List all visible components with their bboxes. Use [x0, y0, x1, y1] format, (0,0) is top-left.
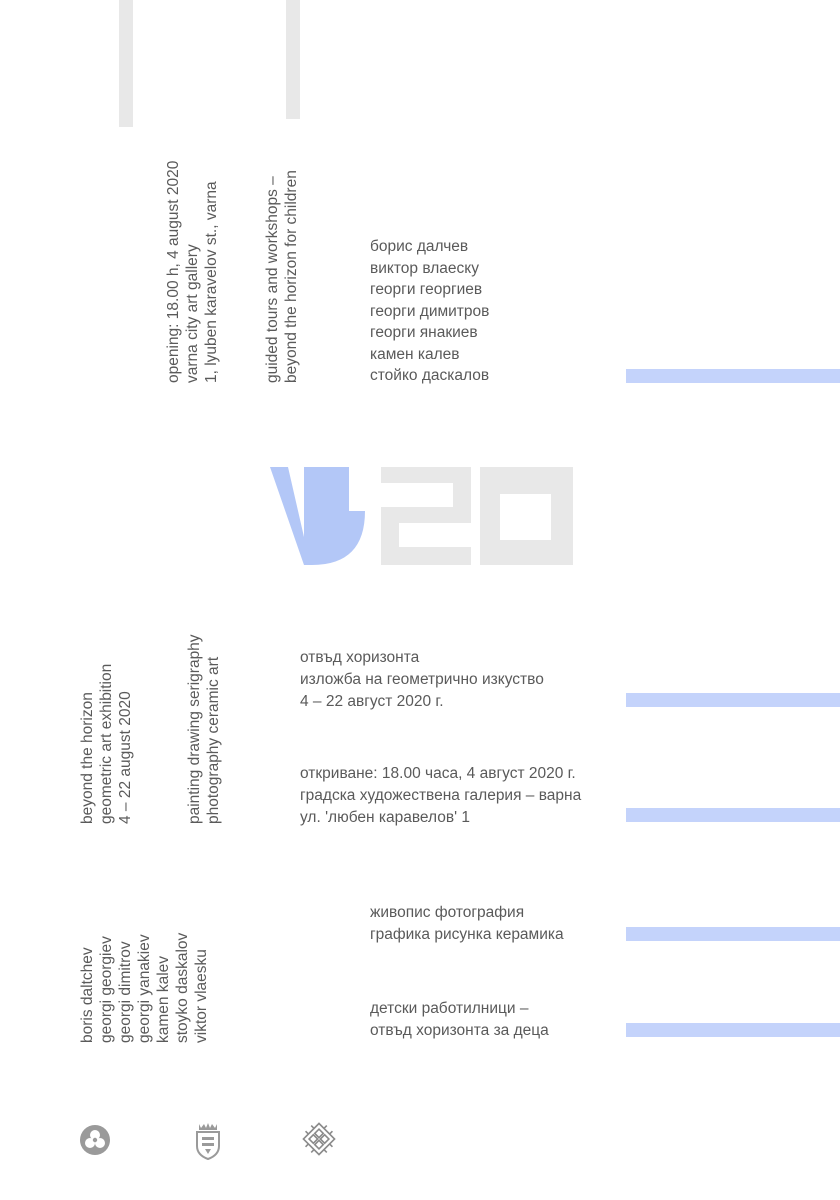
top-gray-strip-right	[286, 0, 300, 119]
en-event-line-1: opening: 18.00 h, 4 august 2020	[165, 160, 182, 383]
bg-title-line-1: отвъд хоризонта	[300, 649, 420, 666]
bg-event-line-1: откриване: 18.00 часа, 4 август 2020 г.	[300, 765, 576, 782]
blue-bar-4	[626, 927, 840, 941]
bg-workshops-line-2: отвъд хоризонта за деца	[370, 1022, 549, 1039]
logo-gray-digit-zero	[480, 467, 573, 565]
en-event-line-3: 1, lyuben karavelov st., varna	[203, 181, 220, 383]
bg-event-line-2: градска художествена галерия – варна	[300, 787, 582, 804]
bg-artist: георги димитров	[370, 302, 490, 320]
en-tours-line-1: guided tours and workshops –	[264, 176, 281, 383]
en-artists-list	[78, 933, 211, 1043]
en-artist: georgi georgiev	[98, 936, 115, 1043]
en-title-line-2: geometric art exhibition	[98, 663, 115, 824]
tri-circle-logo-icon	[79, 1124, 111, 1156]
bg-media-line-1: живопис фотография	[370, 904, 525, 921]
bg-media-line-2: графика рисунка керамика	[370, 926, 564, 943]
en-event-line-2: varna city art gallery	[184, 244, 201, 383]
bg-artist: стойко даскалов	[370, 367, 490, 384]
bg-event-block	[300, 763, 581, 829]
en-artist: boris daltchev	[79, 947, 96, 1043]
bg-artist: виктор влаеску	[370, 259, 479, 277]
varna-coat-of-arms-icon	[193, 1122, 223, 1160]
exhibition-logo-graphic	[270, 467, 573, 565]
bg-title-block	[300, 647, 544, 713]
bg-title-line-2: изложба на геометрично изкуство	[300, 671, 544, 688]
bg-title-line-3: 4 – 22 август 2020 г.	[300, 693, 444, 710]
en-media-line-2: photography ceramic art	[205, 656, 222, 824]
blue-bar-3	[626, 808, 840, 822]
blue-bar-1	[626, 369, 840, 383]
bg-event-line-3: ул. 'любен каравелов' 1	[300, 809, 470, 826]
en-artist: viktor vlaesku	[193, 949, 210, 1043]
bg-artist: камен калев	[370, 345, 460, 363]
en-artist: kamen kalev	[155, 955, 172, 1043]
en-title-block	[78, 664, 135, 824]
bg-workshops-line-1: детски работилници –	[370, 1000, 529, 1017]
en-event-info	[164, 161, 221, 383]
en-artist: georgi yanakiev	[136, 934, 153, 1043]
en-media-block	[185, 634, 223, 824]
blue-bar-5	[626, 1023, 840, 1037]
en-guided-tours	[263, 170, 301, 383]
en-tours-line-2: beyond the horizon for children	[283, 170, 300, 383]
en-artist: georgi dimitrov	[117, 941, 134, 1043]
bg-artist: борис далчев	[370, 238, 469, 255]
bg-artists-list	[370, 236, 489, 387]
en-artist: stoyko daskalov	[174, 932, 191, 1043]
bg-artist: георги георгиев	[370, 281, 483, 298]
bg-artist: георги янакиев	[370, 324, 478, 341]
blue-bar-2	[626, 693, 840, 707]
logo-gray-digit-two	[381, 467, 471, 565]
bg-workshops-block	[370, 998, 549, 1042]
en-media-line-1: painting drawing serigraphy	[186, 634, 203, 824]
top-gray-strip-left	[119, 0, 133, 127]
bg-media-block	[370, 902, 564, 946]
logo-blue-shape	[270, 467, 365, 565]
geometric-pattern-logo-icon	[300, 1120, 338, 1158]
en-title-line-1: beyond the horizon	[79, 692, 96, 824]
en-title-line-3: 4 – 22 august 2020	[117, 691, 134, 824]
